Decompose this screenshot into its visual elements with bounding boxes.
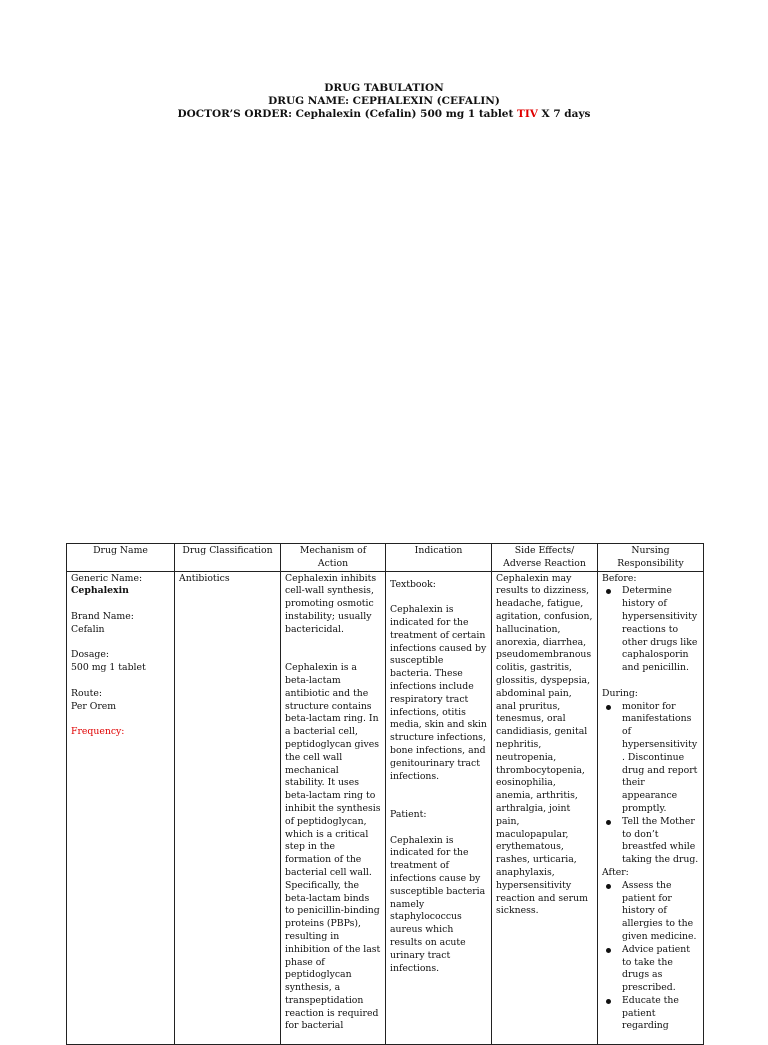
mechanism-paragraph-1: Cephalexin inhibits cell-wall synthesis, promoting osmotic instability; usually bactericidal. (285, 572, 377, 635)
route-value: Per Orem (71, 700, 117, 712)
document-header (0, 82, 768, 121)
list-item: Tell the Mother to don’t breastfed while taking the drug. (622, 815, 699, 866)
column-header-side-effects: Side Effects/ Adverse Reaction (492, 544, 598, 572)
side-effects-text: Cephalexin may results to dizziness, headache, fatigue, agitation, confusion, hallucination, anorexia, diarrhea, pseudomembranous colitis, gastritis, glossitis, dyspepsia, abdominal pain, anal pruritus, tenesmus, oral candidiasis, genital nephritis, neutropenia, thrombocytopenia, eosinophilia, anemia, arthritis, arthralgia, joint pain, maculopapular, erythematous, rashes, urticaria, anaphylaxis, hypersensitivity reaction and serum sickness. (496, 572, 593, 917)
nursing-during-label: During: (602, 687, 638, 699)
nursing-after-list (602, 880, 699, 1034)
list-item: Determine history of hypersensitivity reactions to other drugs like caphalosporin and penicillin. (622, 585, 698, 674)
frequency-label: Frequency: (71, 726, 125, 738)
drug-name-cell (67, 571, 175, 1044)
drug-name-line: DRUG NAME: CEPHALEXIN (CEFALIN) (268, 95, 500, 107)
doctors-order-text: DOCTOR’S ORDER: Cephalexin (Cefalin) 500 mg 1 tablet (177, 108, 517, 120)
side-effects-cell (492, 571, 598, 1044)
list-item: Advice patient to take the drugs as prescribed. (622, 944, 699, 995)
column-header-classification: Drug Classification (175, 544, 281, 572)
list-item: Assess the patient for history of allergies to the given medicine. (622, 880, 699, 944)
column-header-nursing-responsibility: Nursing Responsibility (598, 544, 704, 572)
document-title: DRUG TABULATION (324, 82, 444, 94)
column-header-mechanism: Mechanism of Action (281, 544, 386, 572)
classification-value: Antibiotics (179, 572, 230, 584)
doctors-order-line (0, 108, 768, 121)
frequency-highlight: TIV (517, 108, 538, 120)
brand-name-value: Cefalin (71, 623, 105, 635)
indication-patient-text: Cephalexin is indicated for the treatment of infections cause by susceptible bacteria namely staphylococcus aureus which results on acute urinary tract infections. (390, 834, 486, 974)
indication-textbook-label: Textbook: (390, 578, 436, 590)
dosage-value: 500 mg 1 tablet (71, 662, 146, 674)
drug-tabulation-table (66, 543, 704, 1045)
column-header-drug-name: Drug Name (67, 544, 175, 572)
list-item: Educate the patient regarding (622, 995, 699, 1033)
nursing-during-list (602, 701, 699, 867)
dosage-label: Dosage: (71, 649, 109, 661)
nursing-before-list (602, 585, 699, 675)
classification-cell (175, 571, 281, 1044)
table-row (67, 571, 704, 1044)
nursing-after-label: After: (602, 866, 629, 878)
mechanism-paragraph-2: Cephalexin is a beta-lactam antibiotic and the structure contains beta-lactam ring. In a bacterial cell, peptidoglycan gives the cell wall mechanical stability. It uses beta-lactam ring to inhibit the synthesis of peptidoglycan, which is a critical step in the formation of the bacterial cell wall. Specifically, the beta-lactam binds to penicillin-binding proteins (PBPs), resulting in inhibition of the last phase of peptidoglycan synthesis, a transpeptidation reaction is required for bacterial (285, 662, 381, 1032)
indication-cell (386, 571, 492, 1044)
nursing-before-label: Before: (602, 572, 637, 584)
generic-name-label: Generic Name: (71, 572, 143, 584)
nursing-responsibility-cell (598, 571, 704, 1044)
table-header-row (67, 544, 704, 572)
mechanism-cell (281, 571, 386, 1044)
indication-textbook-text: Cephalexin is indicated for the treatment of certain infections caused by susceptible bacteria. These infections include respiratory tract infections, otitis media, skin and skin structure infections, bone infections, and genitourinary tract infections. (390, 604, 487, 782)
brand-name-label: Brand Name: (71, 610, 134, 622)
doctors-order-duration: X 7 days (537, 108, 591, 120)
indication-patient-label: Patient: (390, 808, 427, 820)
column-header-indication: Indication (386, 544, 492, 572)
route-label: Route: (71, 687, 102, 699)
generic-name-value: Cephalexin (71, 585, 129, 597)
list-item: monitor for manifestations of hypersensitivity . Discontinue drug and report their appearance promptly. (622, 700, 698, 814)
